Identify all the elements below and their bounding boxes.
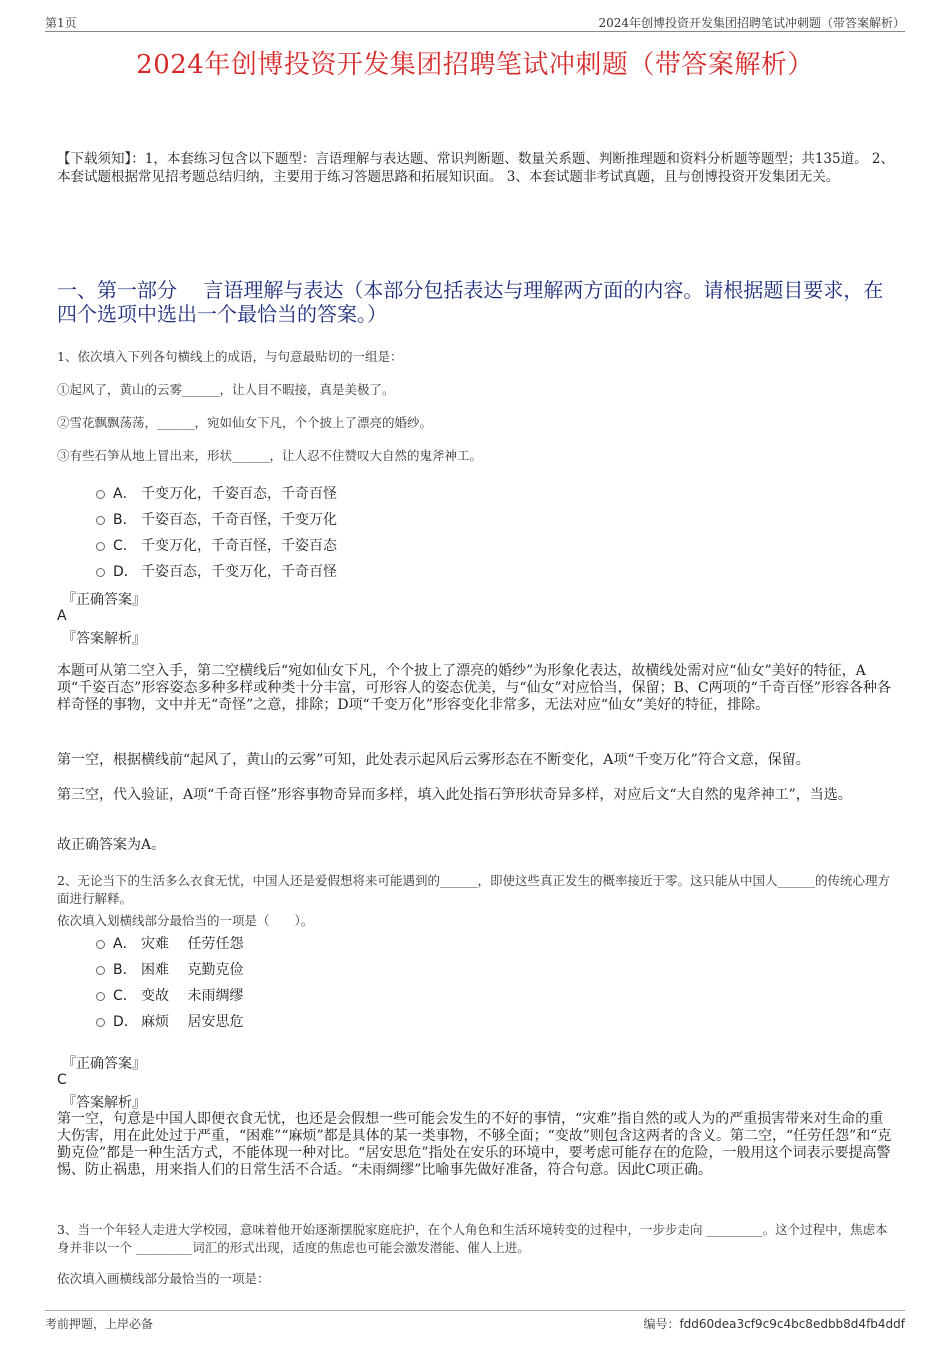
- q1-option-d[interactable]: D． 千姿百态，千变万化，千奇百怪: [96, 558, 337, 584]
- q2-option-a[interactable]: A． 灾难 任劳任怨: [96, 930, 243, 956]
- q2-sub: 依次填入划横线部分最恰当的一项是（ ）。: [57, 913, 314, 928]
- q1-sentence-1: ①起风了，黄山的云雾______，让人目不暇接，真是美极了。: [57, 382, 395, 397]
- q1-option-b[interactable]: B． 千姿百态，千奇百怪，千变万化: [96, 506, 337, 532]
- header-divider: [45, 31, 905, 32]
- q3-sub: 依次填入画横线部分最恰当的一项是：: [57, 1271, 270, 1286]
- radio-icon[interactable]: [96, 542, 105, 551]
- q3-stem: 3、当一个年轻人走进大学校园，意味着他开始逐渐摆脱家庭庇护，在个人角色和生活环境转变的过程中，一步步走向 _________。这个过程中，焦虑本身并非以一个 _________词汇的形式出现，适度的焦虑也可能会激发潜能、催人上进。: [57, 1222, 888, 1255]
- q2-option-d[interactable]: D． 麻烦 居安思危: [96, 1008, 243, 1034]
- q2-answer-value: C: [57, 1072, 67, 1088]
- radio-icon[interactable]: [96, 966, 105, 975]
- q1-options: [96, 480, 337, 584]
- q2-analysis: 第一空，句意是中国人即便衣食无忧，也还是会假想一些可能会发生的不好的事情，“灾难”指自然的或人为的严重损害带来对生命的重大伤害，用在此处过于严重，“困难”“麻烦”都是具体的某一类事物，不够全面；“变故”则包含这两者的含义。第二空，“任劳任怨”和“克勤克俭”都是一种生活方式，不能体现一种对比。“居安思危”指处在安乐的环境中，要考虑可能存在的危险，一般用这个词表示要提高警惕、防止祸患，用来指人们的日常生活不合适。“未雨绸缪”比喻事先做好准备，符合句意。因此C项正确。: [57, 1111, 892, 1178]
- q1-sentence-3: ③有些石笋从地上冒出来，形状______，让人忍不住赞叹大自然的鬼斧神工。: [57, 448, 483, 463]
- q1-option-a[interactable]: A． 千变万化，千姿百态，千奇百怪: [96, 480, 337, 506]
- q1-answer-value: A: [57, 608, 67, 624]
- footer-divider: [45, 1310, 905, 1311]
- q2-stem: 2、无论当下的生活多么衣食无忧，中国人还是爱假想将来可能遇到的______，即使这些真正发生的概率接近于零。这只能从中国人______的传统心理方面进行解释。: [57, 873, 890, 906]
- q1-analysis-p4: 故正确答案为A。: [57, 837, 166, 853]
- radio-icon[interactable]: [96, 490, 105, 499]
- q2-option-b[interactable]: B． 困难 克勤克俭: [96, 956, 243, 982]
- page-title: 2024年创博投资开发集团招聘笔试冲刺题（带答案解析）: [136, 50, 814, 80]
- q1-option-c[interactable]: C． 千变万化，千奇百怪，千姿百态: [96, 532, 337, 558]
- radio-icon[interactable]: [96, 568, 105, 577]
- q1-answer-label: 『正确答案』: [62, 592, 146, 608]
- q2-answer-label: 『正确答案』: [62, 1056, 146, 1072]
- header-page-label: 第1页: [45, 16, 77, 30]
- radio-icon[interactable]: [96, 1018, 105, 1027]
- radio-icon[interactable]: [96, 516, 105, 525]
- q1-analysis-label: 『答案解析』: [62, 631, 146, 647]
- header-doc-title: 2024年创博投资开发集团招聘笔试冲刺题（带答案解析）: [598, 16, 905, 30]
- q2-analysis-label: 『答案解析』: [62, 1095, 146, 1111]
- section-heading: 一、第一部分 言语理解与表达（本部分包括表达与理解两方面的内容。请根据题目要求，在四个选项中选出一个最恰当的答案。）: [57, 278, 884, 326]
- q2-option-c[interactable]: C． 变故 未雨绸缪: [96, 982, 243, 1008]
- q1-analysis-p3: 第三空，代入验证，A项“千奇百怪”形容事物奇异而多样，填入此处指石笋形状奇异多样，对应后文“大自然的鬼斧神工”，当选。: [57, 787, 852, 803]
- footer-doc-id: 编号：fdd60dea3cf9c9c4bc8edbb8d4fb4ddf: [643, 1317, 905, 1331]
- footer-slogan: 考前押题，上岸必备: [45, 1317, 154, 1331]
- q1-analysis-p2: 第一空，根据横线前“起风了，黄山的云雾”可知，此处表示起风后云雾形态在不断变化，A项“千变万化”符合文意，保留。: [57, 752, 810, 768]
- radio-icon[interactable]: [96, 992, 105, 1001]
- q2-options: [96, 930, 243, 1034]
- radio-icon[interactable]: [96, 940, 105, 949]
- q1-analysis-p1: 本题可从第二空入手，第二空横线后“宛如仙女下凡，个个披上了漂亮的婚纱”为形象化表达，故横线处需对应“仙女”美好的特征，A项“千姿百态”形容姿态多种多样或种类十分丰富，可形容人的姿态优美，与“仙女”对应恰当，保留；B、C两项的“千奇百怪”形容各种各样奇怪的事物，文中并无“奇怪”之意，排除；D项“千变万化”形容变化非常多，无法对应“仙女”美好的特征，排除。: [57, 663, 891, 713]
- download-notice: 【下载须知】：1，本套练习包含以下题型：言语理解与表达题、常识判断题、数量关系题、判断推理题和资料分析题等题型；共135道。 2、本套试题根据常见招考题总结归纳，主要用于练习答题思路和拓展知识面。 3、本套试题非考试真题，且与创博投资开发集团无关。: [57, 151, 894, 185]
- q1-sentence-2: ②雪花飘飘荡荡，______，宛如仙女下凡，个个披上了漂亮的婚纱。: [57, 415, 433, 430]
- q1-stem: 1、依次填入下列各句横线上的成语，与句意最贴切的一组是：: [57, 349, 403, 364]
